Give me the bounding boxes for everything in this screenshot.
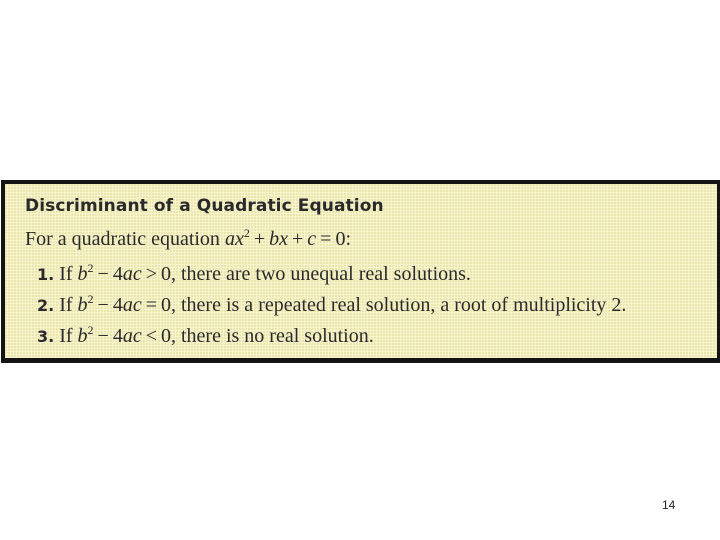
- colon: :: [345, 228, 352, 250]
- condition-result: , there is a repeated real solution, a root of multiplicity 2.: [171, 294, 627, 316]
- coef-ac: ac: [122, 325, 142, 347]
- coef-b: b: [77, 294, 88, 316]
- condition-2: [37, 294, 626, 317]
- minus-sign: −: [97, 294, 109, 316]
- if-word: If: [59, 325, 73, 347]
- zero: 0: [161, 325, 171, 347]
- zero: 0: [335, 228, 346, 250]
- exponent: 2: [243, 226, 250, 240]
- four: 4: [112, 294, 123, 316]
- if-word: If: [59, 263, 73, 285]
- var-x: x: [234, 228, 244, 250]
- zero: 0: [161, 294, 171, 316]
- four: 4: [112, 325, 123, 347]
- condition-number: 1.: [37, 265, 55, 284]
- four: 4: [112, 263, 123, 285]
- coef-a: a: [224, 228, 235, 250]
- plus-sign: +: [292, 228, 304, 250]
- condition-result: , there are two unequal real solutions.: [171, 263, 471, 285]
- page-number: 14: [662, 498, 676, 512]
- coef-b: b: [269, 228, 280, 250]
- equals-sign: =: [320, 228, 332, 250]
- exponent: 2: [87, 261, 94, 275]
- coef-ac: ac: [122, 294, 142, 316]
- condition-result: , there is no real solution.: [171, 325, 374, 347]
- minus-sign: −: [97, 263, 109, 285]
- coef-ac: ac: [122, 263, 142, 285]
- condition-1: [37, 263, 471, 286]
- condition-3: [37, 325, 374, 348]
- var-x: x: [279, 228, 288, 250]
- discriminant-box: [1, 180, 720, 363]
- box-title: Discriminant of a Quadratic Equation: [25, 196, 384, 216]
- relation-sign: >: [145, 263, 157, 285]
- plus-sign: +: [253, 228, 266, 250]
- intro-text: For a quadratic equation: [25, 228, 225, 250]
- relation-sign: <: [145, 325, 157, 347]
- coef-c: c: [307, 228, 317, 250]
- zero: 0: [161, 263, 171, 285]
- exponent: 2: [87, 292, 94, 306]
- if-word: If: [59, 294, 73, 316]
- minus-sign: −: [97, 325, 109, 347]
- relation-sign: =: [145, 294, 157, 316]
- coef-b: b: [77, 263, 88, 285]
- coef-b: b: [77, 325, 88, 347]
- condition-number: 2.: [37, 296, 55, 315]
- intro-line: [25, 228, 351, 251]
- exponent: 2: [87, 323, 94, 337]
- condition-number: 3.: [37, 327, 55, 346]
